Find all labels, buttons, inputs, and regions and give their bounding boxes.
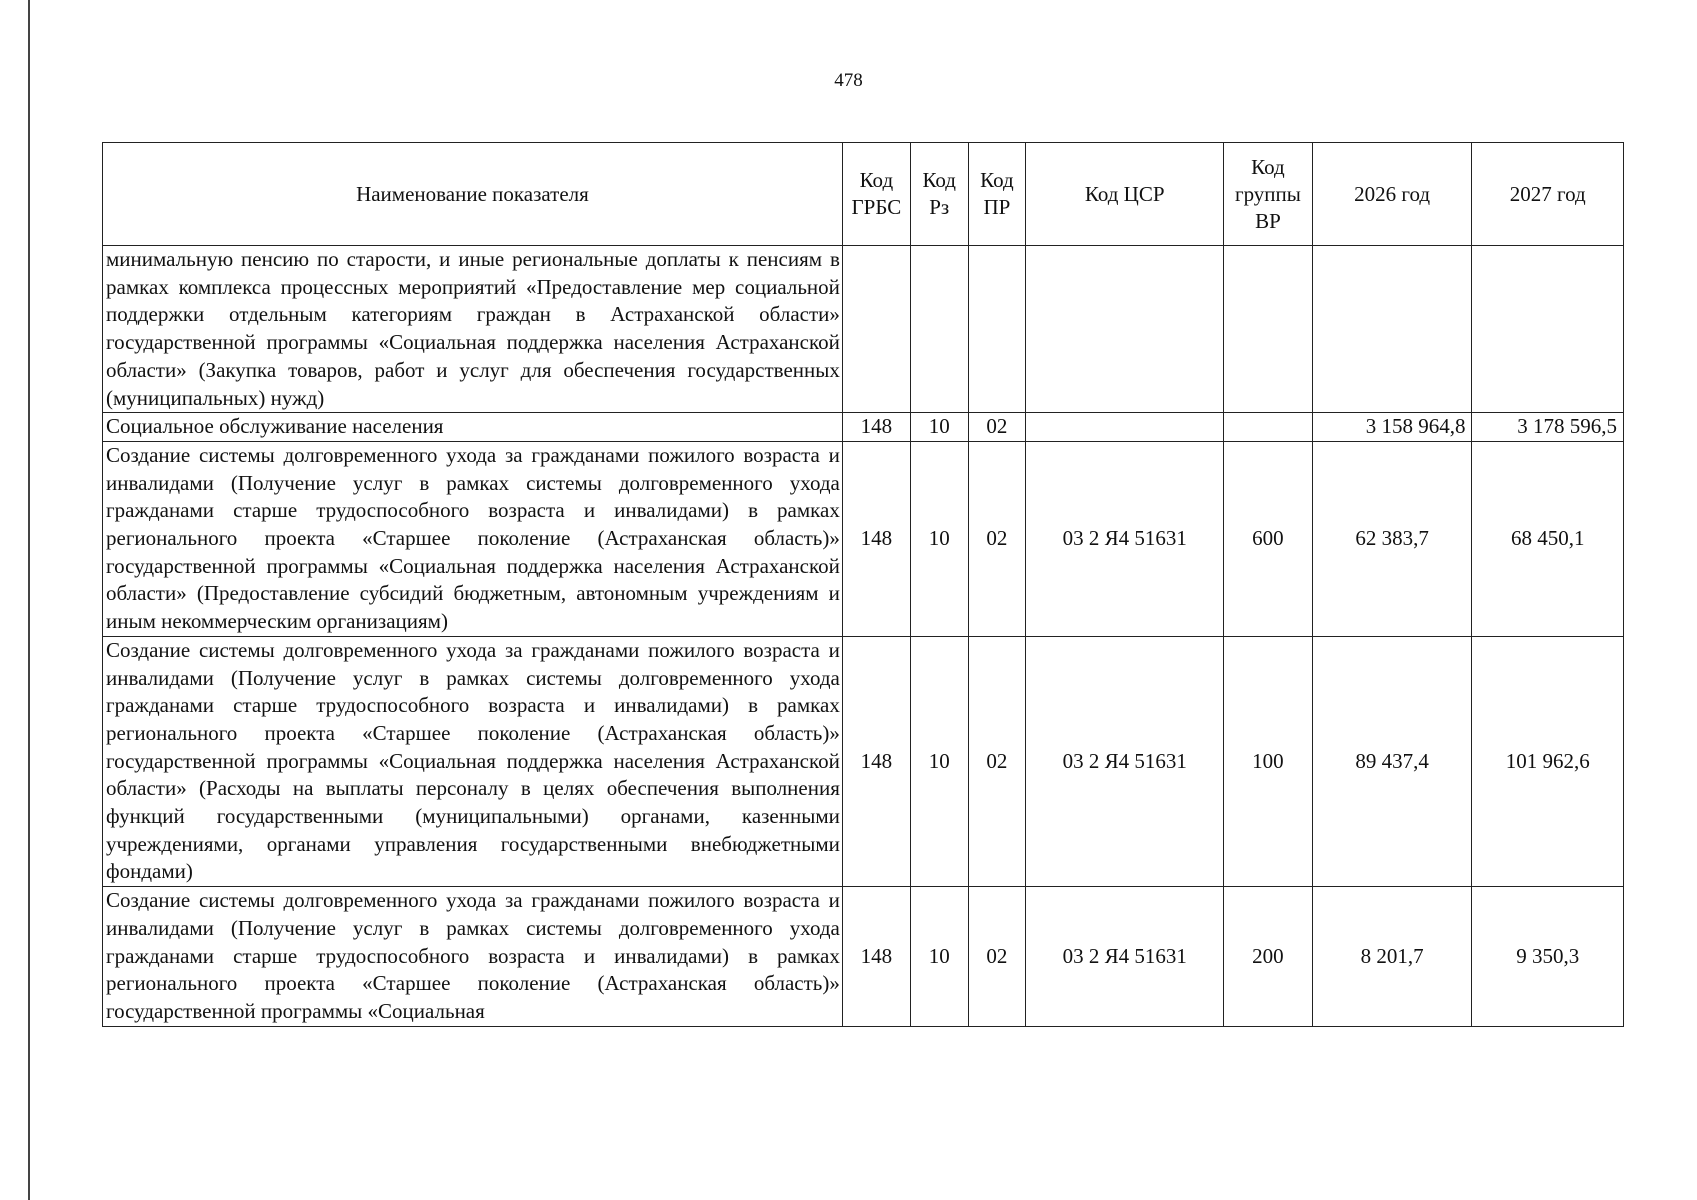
row-vr: 600 (1224, 441, 1313, 636)
row-vr (1224, 413, 1313, 442)
row-name: Социальное обслуживание населения (103, 413, 843, 442)
row-2027: 101 962,6 (1472, 636, 1624, 886)
row-pr (968, 246, 1026, 413)
row-vr: 200 (1224, 887, 1313, 1027)
table-row (103, 887, 1624, 1027)
row-grbs: 148 (842, 636, 910, 886)
row-2026: 62 383,7 (1312, 441, 1472, 636)
row-2026 (1312, 246, 1472, 413)
header-csr: Код ЦСР (1026, 143, 1224, 246)
row-rz: 10 (910, 413, 968, 442)
row-2027 (1472, 246, 1624, 413)
row-2027: 9 350,3 (1472, 887, 1624, 1027)
row-grbs (842, 246, 910, 413)
row-name: Создание системы долговременного ухода за гражданами пожилого возраста и инвалидами (Получение услуг в рамках системы долговременного ухода гражданами старше трудоспособного возраста и инвалидами) в рамках регионального проекта «Старшее поколение (Астраханская область)» государственной программы «Социальная поддержка населения Астраханской области» (Предоставление субсидий бюджетным, автономным учреждениям и иным некоммерческим организациям) (103, 441, 843, 636)
budget-table (102, 142, 1624, 1027)
table-row (103, 413, 1624, 442)
row-2026: 3 158 964,8 (1312, 413, 1472, 442)
header-2026: 2026 год (1312, 143, 1472, 246)
row-name: Создание системы долговременного ухода за гражданами пожилого возраста и инвалидами (Получение услуг в рамках системы долговременного ухода гражданами старше трудоспособного возраста и инвалидами) в рамках регионального проекта «Старшее поколение (Астраханская область)» государственной программы «Социальная (103, 887, 843, 1027)
row-csr: 03 2 Я4 51631 (1026, 636, 1224, 886)
row-csr (1026, 246, 1224, 413)
row-name: минимальную пенсию по старости, и иные региональные доплаты к пенсиям в рамках комплекса процессных мероприятий «Предоставление мер социальной поддержки отдельным категориям граждан в Астраханской области» государственной программы «Социальная поддержка населения Астраханской области» (Закупка товаров, работ и услуг для обеспечения государственных (муниципальных) нужд) (103, 246, 843, 413)
row-pr: 02 (968, 887, 1026, 1027)
header-name: Наименование показателя (103, 143, 843, 246)
table-row (103, 246, 1624, 413)
header-grbs: Код ГРБС (842, 143, 910, 246)
row-2027: 3 178 596,5 (1472, 413, 1624, 442)
page-binding-line (28, 0, 30, 1200)
row-rz (910, 246, 968, 413)
row-2026: 8 201,7 (1312, 887, 1472, 1027)
row-rz: 10 (910, 636, 968, 886)
header-rz: Код Рз (910, 143, 968, 246)
table-row (103, 441, 1624, 636)
row-pr: 02 (968, 636, 1026, 886)
row-2027: 68 450,1 (1472, 441, 1624, 636)
row-pr: 02 (968, 413, 1026, 442)
table-body (103, 246, 1624, 1027)
row-pr: 02 (968, 441, 1026, 636)
header-vr: Код группы ВР (1224, 143, 1313, 246)
page-number: 478 (834, 70, 863, 91)
row-rz: 10 (910, 441, 968, 636)
row-csr: 03 2 Я4 51631 (1026, 887, 1224, 1027)
header-2027: 2027 год (1472, 143, 1624, 246)
table-header (103, 143, 1624, 246)
row-grbs: 148 (842, 887, 910, 1027)
row-2026: 89 437,4 (1312, 636, 1472, 886)
row-grbs: 148 (842, 413, 910, 442)
row-name: Создание системы долговременного ухода за гражданами пожилого возраста и инвалидами (Получение услуг в рамках системы долговременного ухода гражданами старше трудоспособного возраста и инвалидами) в рамках регионального проекта «Старшее поколение (Астраханская область)» государственной программы «Социальная поддержка населения Астраханской области» (Расходы на выплаты персоналу в целях обеспечения выполнения функций государственными (муниципальными) органами, казенными учреждениями, органами управления государственными внебюджетными фондами) (103, 636, 843, 886)
row-vr (1224, 246, 1313, 413)
row-csr (1026, 413, 1224, 442)
row-rz: 10 (910, 887, 968, 1027)
header-pr: Код ПР (968, 143, 1026, 246)
table-row (103, 636, 1624, 886)
header-row (103, 143, 1624, 246)
row-vr: 100 (1224, 636, 1313, 886)
row-grbs: 148 (842, 441, 910, 636)
row-csr: 03 2 Я4 51631 (1026, 441, 1224, 636)
